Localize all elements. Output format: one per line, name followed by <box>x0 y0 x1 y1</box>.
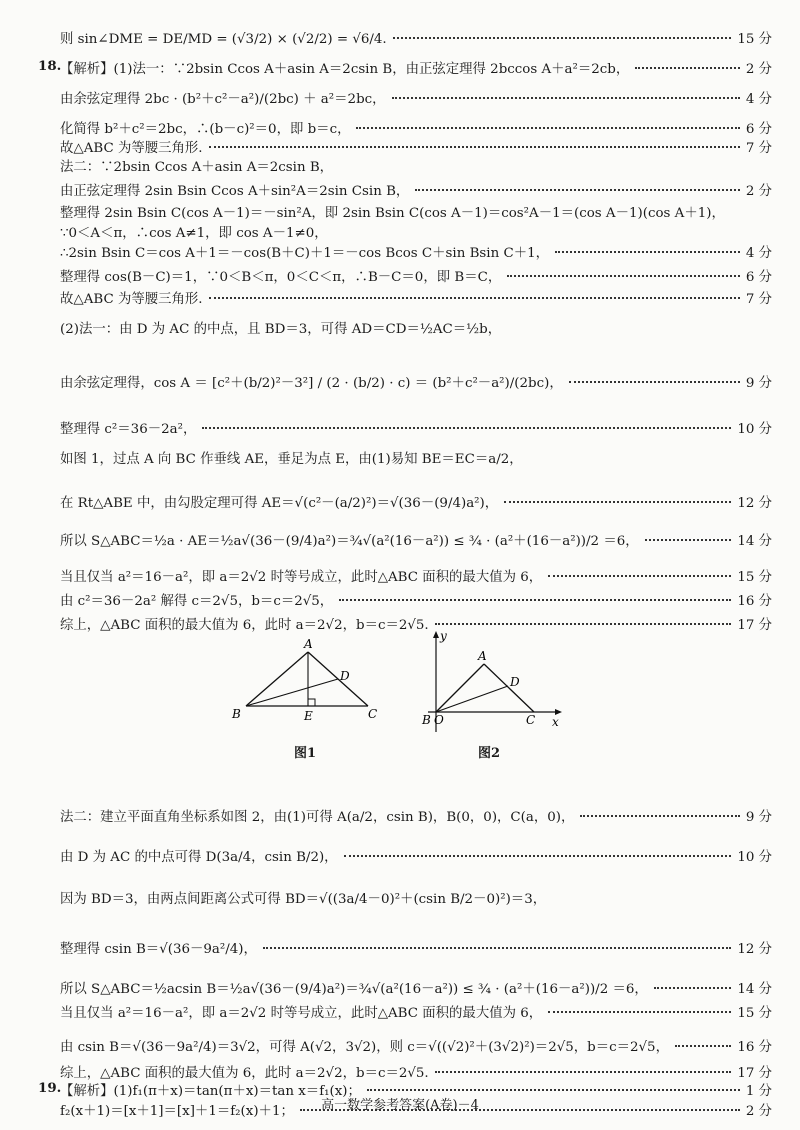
dot-leader <box>209 145 740 148</box>
score-points: 10 分 <box>737 850 772 865</box>
solution-line <box>60 222 772 241</box>
score-points: 1 分 <box>745 1084 772 1099</box>
solution-line <box>60 372 772 391</box>
figure-1-triangle <box>228 636 388 736</box>
solution-text: 所以 S△ABC＝½acsin B＝½a√(36－(9/4)a²)＝¾√(a²(16－a²)) ≤ ¾ · (a²＋(16－a²))/2 ＝6， <box>60 982 648 997</box>
fig1-label-b: B <box>232 707 241 721</box>
dot-leader <box>344 854 732 857</box>
fig2-label-b: B <box>422 713 431 727</box>
score-points: 9 分 <box>745 810 772 825</box>
score-points: 15 分 <box>737 32 772 47</box>
fig1-label-e: E <box>304 709 313 723</box>
score-points: 6 分 <box>745 270 772 285</box>
solution-line <box>60 806 772 825</box>
solution-text: f₂(x＋1)＝[x＋1]＝[x]＋1＝f₂(x)＋1； <box>60 1104 294 1119</box>
solution-line <box>60 202 772 221</box>
solution-text: ∵0＜A＜π，∴cos A≠1，即 cos A－1≠0， <box>60 226 328 241</box>
solution-text: 法二：∵2bsin Ccos A＋asin A＝2csin B， <box>60 160 334 175</box>
score-points: 12 分 <box>737 942 772 957</box>
solution-line <box>60 180 772 199</box>
dot-leader <box>654 986 732 989</box>
solution-line <box>60 978 772 997</box>
score-points: 10 分 <box>737 422 772 437</box>
score-points: 17 分 <box>737 1066 772 1081</box>
dot-leader <box>504 500 731 503</box>
score-points: 16 分 <box>737 1040 772 1055</box>
solution-text: 整理得 2sin Bsin C(cos A－1)＝－sin²A，即 2sin Bsin C(cos A－1)＝cos²A－1＝(cos A－1)(cos A＋1)， <box>60 206 725 221</box>
solution-text: 所以 S△ABC＝½a · AE＝½a√(36－(9/4)a²)＝¾√(a²(16－a²)) ≤ ¾ · (a²＋(16－a²))/2 ＝6， <box>60 534 639 549</box>
solution-text: 由正弦定理得 2sin Bsin Ccos A＋sin²A＝2sin Csin B， <box>60 184 410 199</box>
dot-leader <box>393 36 732 39</box>
dot-leader <box>435 1070 732 1073</box>
dot-leader <box>548 1010 731 1013</box>
solution-text: 由余弦定理得，cos A ＝ [c²＋(b/2)²－3²] / (2 · (b/2) · c) ＝ (b²＋c²－a²)/(2bc)， <box>60 376 563 391</box>
score-points: 7 分 <box>745 292 772 307</box>
solution-text: 化简得 b²＋c²＝2bc，∴(b－c)²＝0，即 b＝c， <box>60 122 351 137</box>
solution-text: 当且仅当 a²＝16－a²，即 a＝2√2 时等号成立，此时△ABC 面积的最大值为 6， <box>60 1006 543 1021</box>
score-points: 9 分 <box>745 376 772 391</box>
solution-line <box>60 448 772 467</box>
score-points: 4 分 <box>745 246 772 261</box>
solution-line <box>60 288 772 307</box>
page-footer: 高一数学参考答案(A卷)－4 <box>321 1098 479 1113</box>
solution-line <box>60 888 772 907</box>
solution-line <box>60 1036 772 1055</box>
fig2-label-a: A <box>478 649 487 663</box>
solution-line <box>60 530 772 549</box>
figure-2-coordinate-triangle <box>418 628 568 738</box>
fig2-label-d: D <box>510 675 520 689</box>
fig2-label-y: y <box>440 629 447 643</box>
solution-text: 整理得 csin B＝√(36－9a²/4)， <box>60 942 257 957</box>
solution-text: 由 c²＝36－2a² 解得 c＝2√5，b＝c＝2√5， <box>60 594 334 609</box>
solution-text: 如图 1，过点 A 向 BC 作垂线 AE，垂足为点 E，由(1)易知 BE＝EC＝a/2， <box>60 452 523 467</box>
solution-line <box>60 58 772 77</box>
solution-line <box>60 242 772 261</box>
dot-leader <box>435 622 732 625</box>
score-points: 12 分 <box>737 496 772 511</box>
dot-leader <box>569 380 740 383</box>
solution-line <box>60 266 772 285</box>
dot-leader <box>415 188 740 191</box>
solution-line <box>60 137 772 156</box>
solution-text: 故△ABC 为等腰三角形. <box>60 292 203 307</box>
fig1-label-d: D <box>340 669 350 683</box>
fig2-label-x: x <box>552 715 559 729</box>
dot-leader <box>202 426 731 429</box>
score-points: 6 分 <box>745 122 772 137</box>
solution-line <box>60 614 772 633</box>
fig1-label-c: C <box>368 707 378 721</box>
solution-text: 在 Rt△ABE 中，由勾股定理可得 AE＝√(c²－(a/2)²)＝√(36－(9/4)a²)， <box>60 496 499 511</box>
solution-text: 【解析】(1)f₁(π＋x)＝tan(π＋x)＝tan x＝f₁(x)； <box>60 1084 361 1099</box>
solution-text: 由余弦定理得 2bc · (b²＋c²－a²)/(2bc) ＋ a²＝2bc， <box>60 92 386 107</box>
dot-leader <box>367 1088 740 1091</box>
solution-text: ∴2sin Bsin C＝cos A＋1＝－cos(B＋C)＋1＝－cos Bcos C＋sin Bsin C＋1， <box>60 246 549 261</box>
dot-leader <box>675 1044 731 1047</box>
question-number: 19. <box>38 1080 62 1096</box>
solution-text: 当且仅当 a²＝16－a²，即 a＝2√2 时等号成立，此时△ABC 面积的最大值为 6， <box>60 570 543 585</box>
dot-leader <box>263 946 731 949</box>
solution-text: 整理得 cos(B－C)＝1，∵0＜B＜π，0＜C＜π，∴B－C＝0，即 B＝C， <box>60 270 502 285</box>
dot-leader <box>645 538 732 541</box>
figure-2-caption: 图2 <box>478 746 501 761</box>
solution-line <box>60 88 772 107</box>
score-points: 7 分 <box>745 141 772 156</box>
dot-leader <box>580 814 739 817</box>
solution-line <box>60 566 772 585</box>
solution-line <box>60 938 772 957</box>
dot-leader <box>555 250 740 253</box>
solution-text: 【解析】(1)法一：∵2bsin Ccos A＋asin A＝2csin B，由正弦定理得 2bccos A＋a²＝2cb， <box>60 62 630 77</box>
solution-text: 由 csin B＝√(36－9a²/4)＝3√2，可得 A(√2，3√2)，则 c＝√((√2)²＋(3√2)²)＝2√5，b＝c＝2√5， <box>60 1040 669 1055</box>
solution-line <box>60 318 772 337</box>
solution-text: 综上，△ABC 面积的最大值为 6，此时 a＝2√2，b＝c＝2√5. <box>60 618 429 633</box>
solution-text: 由 D 为 AC 的中点可得 D(3a/4，csin B/2)， <box>60 850 338 865</box>
solution-line <box>60 156 772 175</box>
fig2-label-o: O <box>434 713 444 727</box>
score-points: 15 分 <box>737 1006 772 1021</box>
solution-line <box>60 118 772 137</box>
dot-leader <box>356 126 739 129</box>
solution-line <box>60 590 772 609</box>
solution-text: 整理得 c²＝36－2a²， <box>60 422 197 437</box>
solution-line <box>60 418 772 437</box>
fig1-label-a: A <box>304 637 313 651</box>
score-points: 2 分 <box>745 184 772 199</box>
dot-leader <box>339 598 731 601</box>
dot-leader <box>635 66 740 69</box>
solution-line <box>60 1062 772 1081</box>
solution-text: 法二：建立平面直角坐标系如图 2，由(1)可得 A(a/2，csin B)，B(0，0)，C(a，0)， <box>60 810 575 825</box>
score-points: 14 分 <box>737 534 772 549</box>
solution-line <box>60 846 772 865</box>
solution-text: 综上，△ABC 面积的最大值为 6，此时 a＝2√2，b＝c＝2√5. <box>60 1066 429 1081</box>
fig2-label-c: C <box>526 713 536 727</box>
solution-line <box>60 492 772 511</box>
score-points: 4 分 <box>745 92 772 107</box>
score-points: 2 分 <box>745 1104 772 1119</box>
score-points: 16 分 <box>737 594 772 609</box>
dot-leader <box>209 296 740 299</box>
solution-line <box>60 28 772 47</box>
solution-text: 故△ABC 为等腰三角形. <box>60 141 203 156</box>
solution-text: 因为 BD＝3，由两点间距离公式可得 BD＝√((3a/4－0)²＋(csin B/2－0)²)＝3， <box>60 892 547 907</box>
solution-text: (2)法一：由 D 为 AC 的中点，且 BD＝3，可得 AD＝CD＝½AC＝½b， <box>60 322 502 337</box>
score-points: 17 分 <box>737 618 772 633</box>
solution-text: 则 sin∠DME = DE/MD = (√3/2) × (√2/2) = √6/4. <box>60 32 387 47</box>
score-points: 14 分 <box>737 982 772 997</box>
solution-line <box>60 1002 772 1021</box>
score-points: 15 分 <box>737 570 772 585</box>
score-points: 2 分 <box>745 62 772 77</box>
figure-1-caption: 图1 <box>294 746 317 761</box>
question-number: 18. <box>38 58 62 74</box>
dot-leader <box>507 274 740 277</box>
dot-leader <box>392 96 740 99</box>
dot-leader <box>548 574 731 577</box>
